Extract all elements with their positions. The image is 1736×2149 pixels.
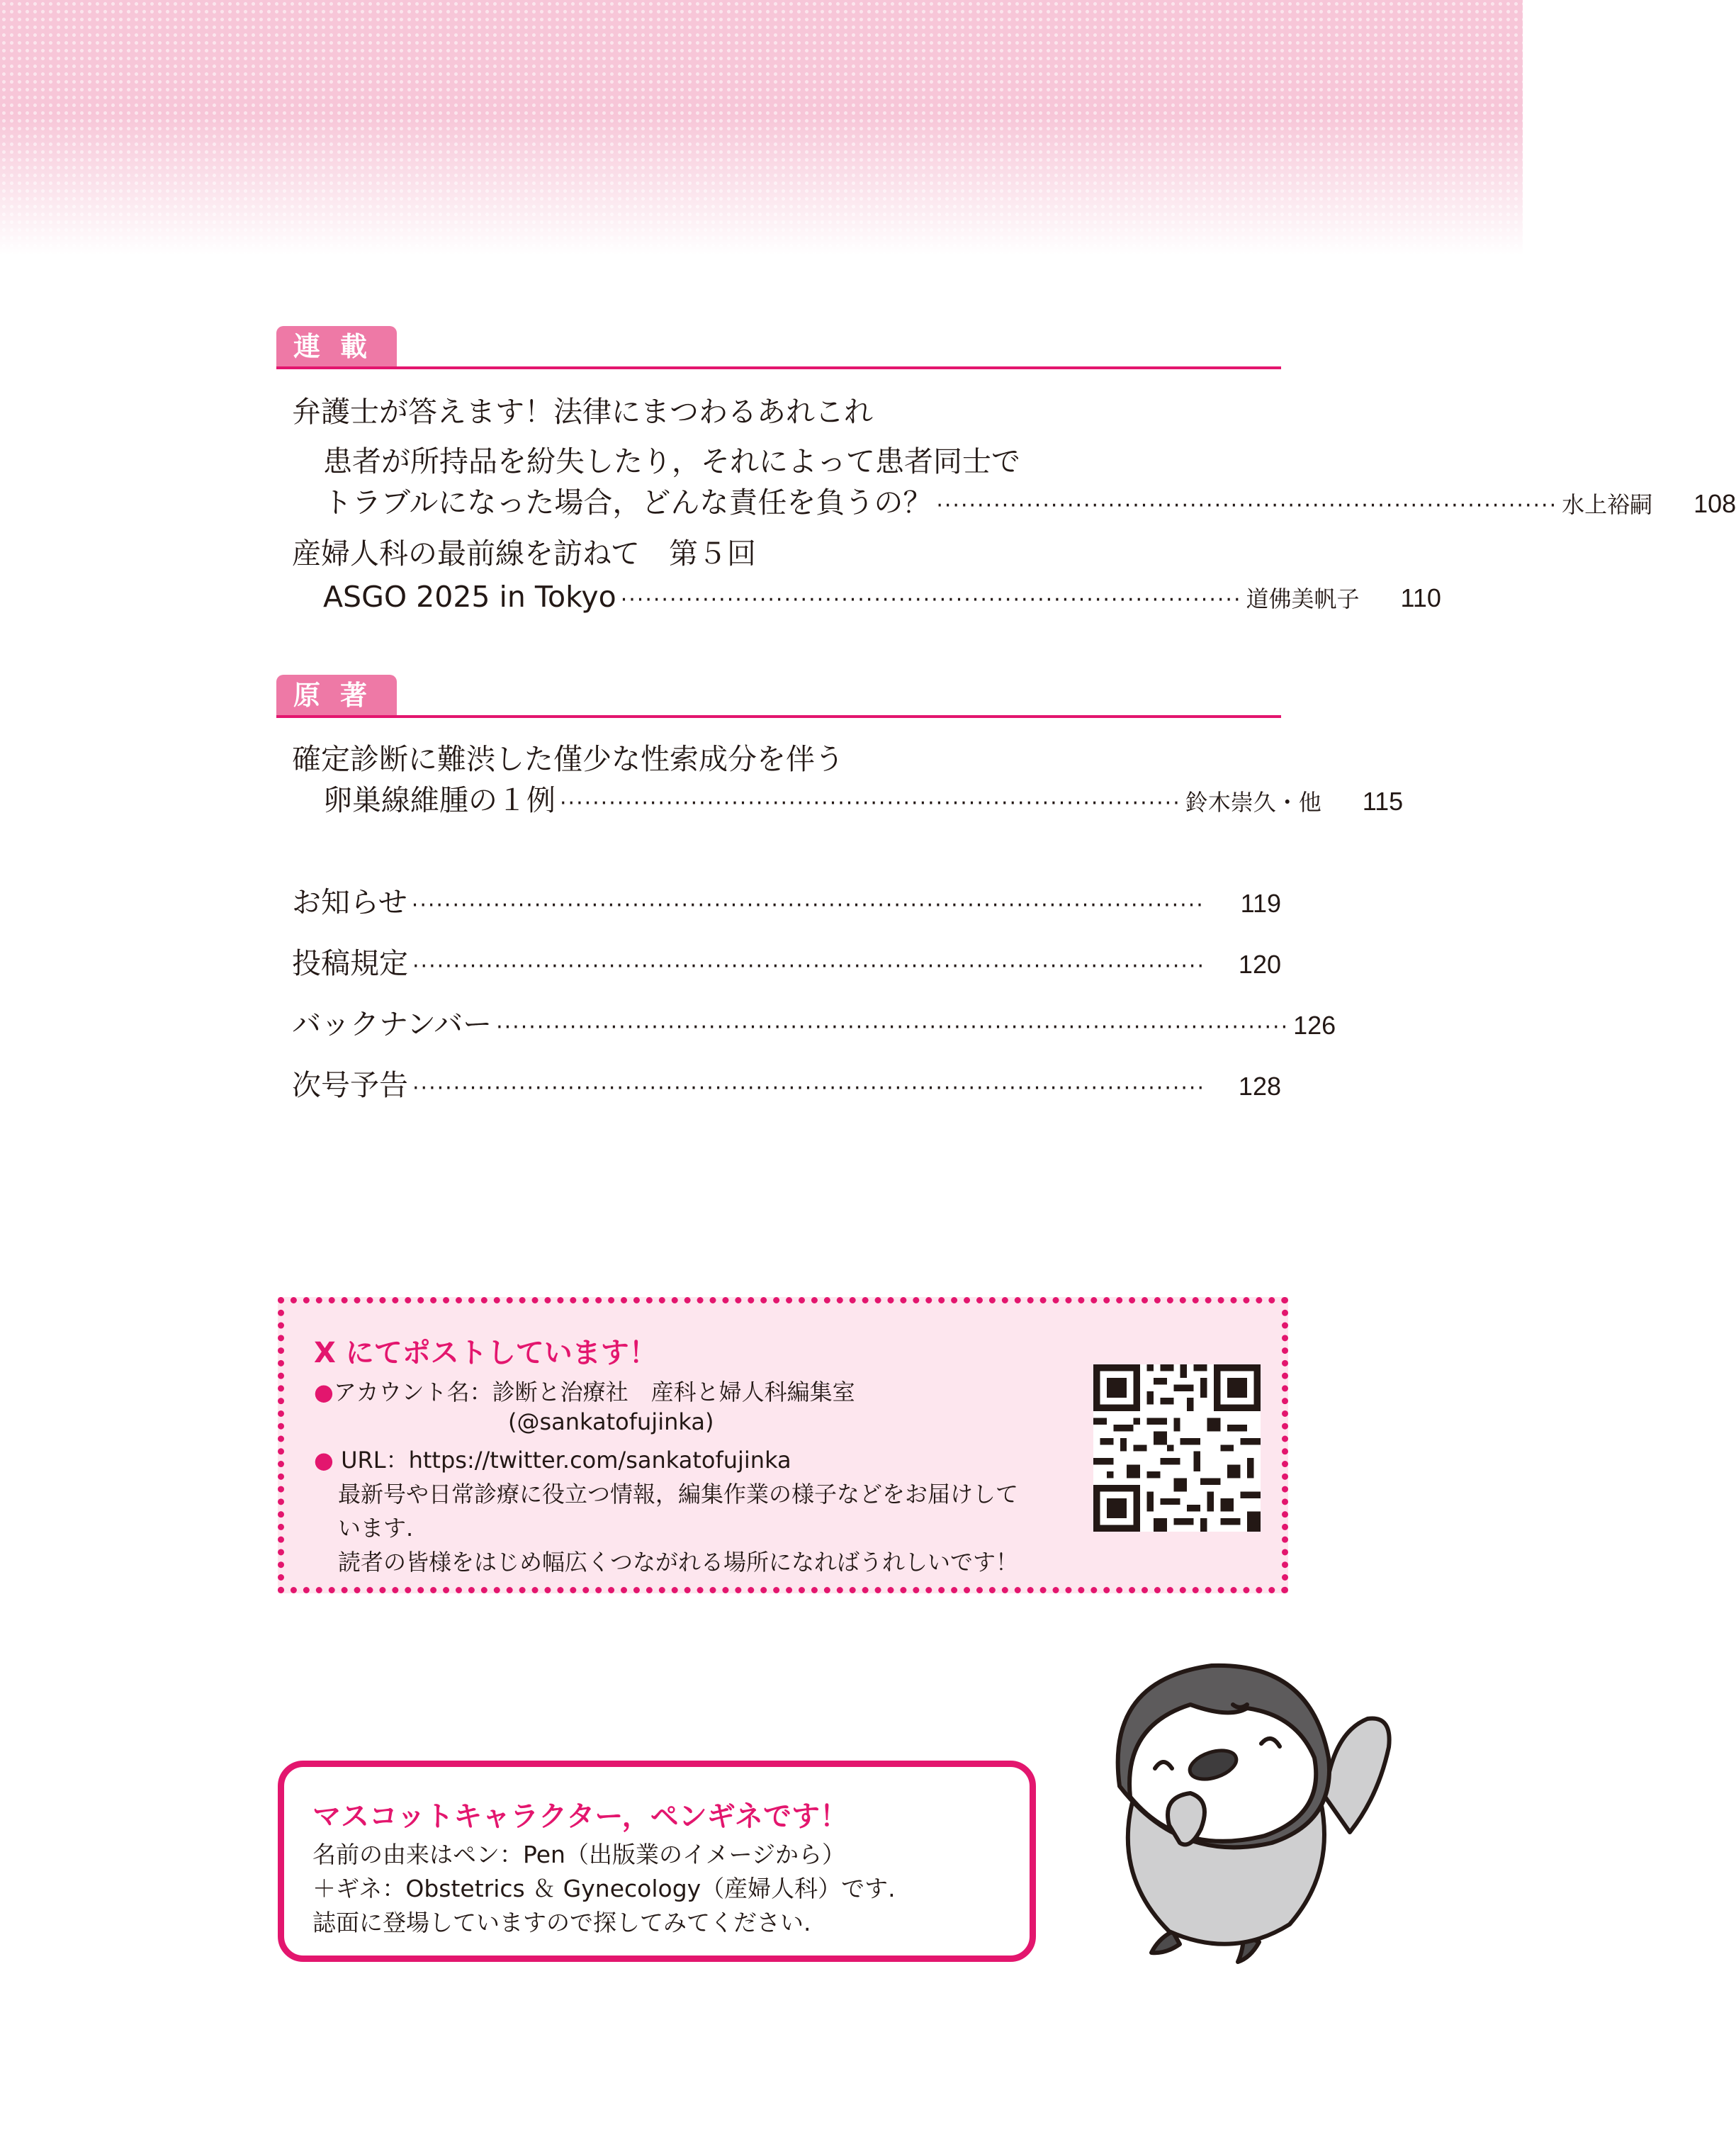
toc-entry-1-author: 水上裕嗣	[1562, 491, 1653, 518]
x-account-line	[314, 1374, 855, 1407]
toc-misc-label: 次号予告	[292, 1068, 408, 1102]
toc-leader-dots: ·································································································	[411, 893, 1205, 918]
toc-entry-1-title-line1: 患者が所持品を紛失したり，それによって患者同士で	[323, 444, 1020, 478]
mascot-line2: ＋ギネ：Obstetrics ＆ Gynecology（産婦人科）です.	[312, 1875, 896, 1902]
toc-leader-dots: ············································································	[560, 791, 1181, 816]
penguin-mascot-icon	[1091, 1620, 1403, 1963]
toc-original-line1[interactable]	[292, 736, 1281, 778]
toc-original-page: 115	[1362, 787, 1404, 816]
x-account-name: アカウント名：診断と治療社 産科と婦人科編集室	[333, 1379, 855, 1405]
toc-misc-item[interactable]	[292, 1062, 1281, 1104]
toc-original-author: 鈴木崇久・他	[1185, 789, 1321, 816]
toc-entry-1-title-line2: トラブルになった場合，どんな責任を負うの？	[323, 486, 932, 520]
toc-misc-page: 120	[1238, 950, 1281, 979]
x-desc-line3: 読者の皆様をはじめ幅広くつながれる場所になればうれしいです！	[338, 1549, 1019, 1576]
x-desc-line1: 最新号や日常診療に役立つ情報，編集作業の様子などをお届けして	[338, 1481, 1019, 1508]
original-section-header	[276, 675, 1281, 719]
toc-entry-2-author: 道佛美帆子	[1246, 585, 1360, 612]
toc-series-title-1	[292, 388, 1281, 430]
qr-code-icon[interactable]	[1092, 1364, 1262, 1532]
toc-entry-1-page: 108	[1693, 489, 1736, 518]
toc-leader-dots: ············································································	[620, 588, 1242, 612]
toc-misc-item[interactable]	[292, 1001, 1336, 1043]
toc-leader-dots: ············································································	[936, 493, 1558, 518]
toc-leader-dots: ·································································································	[496, 1015, 1290, 1040]
serial-section-tab: 連載	[276, 326, 397, 367]
x-url-line[interactable]	[314, 1442, 791, 1475]
toc-series-title-2	[292, 530, 1281, 572]
x-notice-title: X にてポストしています！	[314, 1337, 658, 1369]
mascot-info-box	[278, 1761, 1036, 1962]
toc-misc-label: 投稿規定	[292, 946, 408, 980]
toc-entry-2[interactable]	[323, 580, 1441, 614]
toc-entry-2-title: ASGO 2025 in Tokyo	[323, 580, 616, 614]
mascot-title: マスコットキャラクター，ペンギネです！	[312, 1800, 848, 1833]
toc-entry-1-line1[interactable]	[323, 438, 1281, 480]
serial-section-header	[276, 326, 1281, 370]
mascot-line3: 誌面に登場していますので探してみてください.	[312, 1909, 811, 1936]
toc-entry-2-page: 110	[1400, 583, 1441, 612]
toc-misc-page: 119	[1240, 889, 1281, 918]
original-section-rule	[276, 715, 1281, 718]
mascot-line1: 名前の由来はペン：Pen（出版業のイメージから）	[312, 1841, 845, 1868]
toc-series-title-2-text: 産婦人科の最前線を訪ねて 第５回	[292, 537, 756, 571]
toc-misc-label: バックナンバー	[292, 1007, 492, 1041]
toc-leader-dots: ·································································································	[412, 954, 1206, 979]
toc-entry-1-line2[interactable]	[323, 479, 1736, 521]
toc-misc-page: 126	[1293, 1011, 1336, 1040]
bullet-icon: ●	[314, 1447, 334, 1474]
toc-misc-item[interactable]	[292, 940, 1281, 982]
serial-section-rule	[276, 366, 1281, 369]
original-section-tab: 原著	[276, 675, 397, 716]
x-notice-box	[278, 1297, 1288, 1593]
toc-leader-dots: ·································································································	[412, 1076, 1206, 1101]
toc-series-title-1-text: 弁護士が答えます！法律にまつわるあれこれ	[292, 395, 873, 429]
toc-original-title-line2: 卵巣線維腫の１例	[323, 783, 556, 817]
toc-misc-label: お知らせ	[292, 885, 407, 919]
x-url[interactable]: URL：https://twitter.com/sankatofujinka	[333, 1447, 791, 1474]
bullet-icon: ●	[314, 1379, 334, 1405]
header-fade	[0, 0, 1523, 255]
toc-misc-item[interactable]	[292, 879, 1281, 921]
toc-original-title-line1: 確定診断に難渋した僅少な性索成分を伴う	[292, 742, 844, 776]
x-account-handle: (@sankatofujinka)	[508, 1408, 714, 1435]
toc-original-line2[interactable]	[323, 777, 1404, 819]
x-desc-line2: います.	[338, 1515, 414, 1542]
toc-misc-page: 128	[1238, 1072, 1281, 1101]
